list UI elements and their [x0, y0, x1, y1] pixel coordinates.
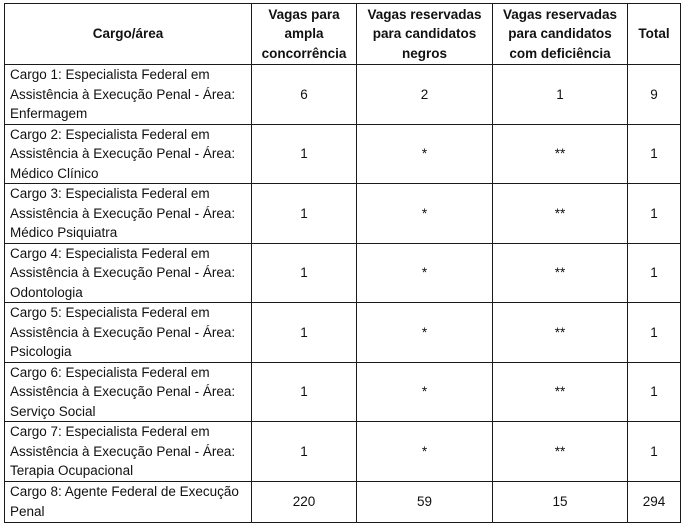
ampla-cell: 1	[252, 362, 357, 422]
vacancies-table	[4, 3, 681, 523]
header-row	[5, 4, 681, 65]
table-row	[5, 65, 681, 125]
total-cell: 1	[628, 184, 681, 244]
deficiencia-cell: **	[493, 124, 628, 184]
table-row	[5, 362, 681, 422]
deficiencia-cell: 1	[493, 65, 628, 125]
table-row	[5, 481, 681, 522]
cargo-cell: Cargo 4: Especialista Federal em Assistência à Execução Penal - Área: Odontologia	[5, 243, 252, 303]
deficiencia-cell: **	[493, 184, 628, 244]
ampla-cell: 1	[252, 303, 357, 363]
ampla-cell: 6	[252, 65, 357, 125]
negros-cell: 2	[357, 65, 493, 125]
negros-cell: *	[357, 184, 493, 244]
header-reservadas-negros: Vagas reservadas para candidatos negros	[357, 4, 493, 65]
deficiencia-cell: 15	[493, 481, 628, 522]
cargo-cell: Cargo 5: Especialista Federal em Assistência à Execução Penal - Área: Psicologia	[5, 303, 252, 363]
cargo-cell: Cargo 6: Especialista Federal em Assistência à Execução Penal - Área: Serviço Social	[5, 362, 252, 422]
table-row	[5, 303, 681, 363]
ampla-cell: 1	[252, 124, 357, 184]
ampla-cell: 1	[252, 243, 357, 303]
deficiencia-cell: **	[493, 243, 628, 303]
deficiencia-cell: **	[493, 422, 628, 482]
total-cell: 9	[628, 65, 681, 125]
negros-cell: *	[357, 124, 493, 184]
total-cell: 1	[628, 124, 681, 184]
negros-cell: 59	[357, 481, 493, 522]
table-row	[5, 124, 681, 184]
total-cell: 1	[628, 362, 681, 422]
table-row	[5, 243, 681, 303]
header-total: Total	[628, 4, 681, 65]
header-cargo-area: Cargo/área	[5, 4, 252, 65]
ampla-cell: 1	[252, 184, 357, 244]
negros-cell: *	[357, 422, 493, 482]
cargo-cell: Cargo 1: Especialista Federal em Assistência à Execução Penal - Área: Enfermagem	[5, 65, 252, 125]
cargo-cell: Cargo 7: Especialista Federal em Assistência à Execução Penal - Área: Terapia Ocupacional	[5, 422, 252, 482]
ampla-cell: 1	[252, 422, 357, 482]
ampla-cell: 220	[252, 481, 357, 522]
cargo-cell: Cargo 2: Especialista Federal em Assistência à Execução Penal - Área: Médico Clínico	[5, 124, 252, 184]
table-row	[5, 422, 681, 482]
total-cell: 294	[628, 481, 681, 522]
header-ampla-concorrencia: Vagas para ampla concorrência	[252, 4, 357, 65]
cargo-cell: Cargo 3: Especialista Federal em Assistência à Execução Penal - Área: Médico Psiquiatra	[5, 184, 252, 244]
total-cell: 1	[628, 422, 681, 482]
deficiencia-cell: **	[493, 303, 628, 363]
negros-cell: *	[357, 303, 493, 363]
header-reservadas-deficiencia: Vagas reservadas para candidatos com deficiência	[493, 4, 628, 65]
negros-cell: *	[357, 362, 493, 422]
table-row	[5, 184, 681, 244]
total-cell: 1	[628, 243, 681, 303]
deficiencia-cell: **	[493, 362, 628, 422]
cargo-cell: Cargo 8: Agente Federal de Execução Penal	[5, 481, 252, 522]
negros-cell: *	[357, 243, 493, 303]
total-cell: 1	[628, 303, 681, 363]
